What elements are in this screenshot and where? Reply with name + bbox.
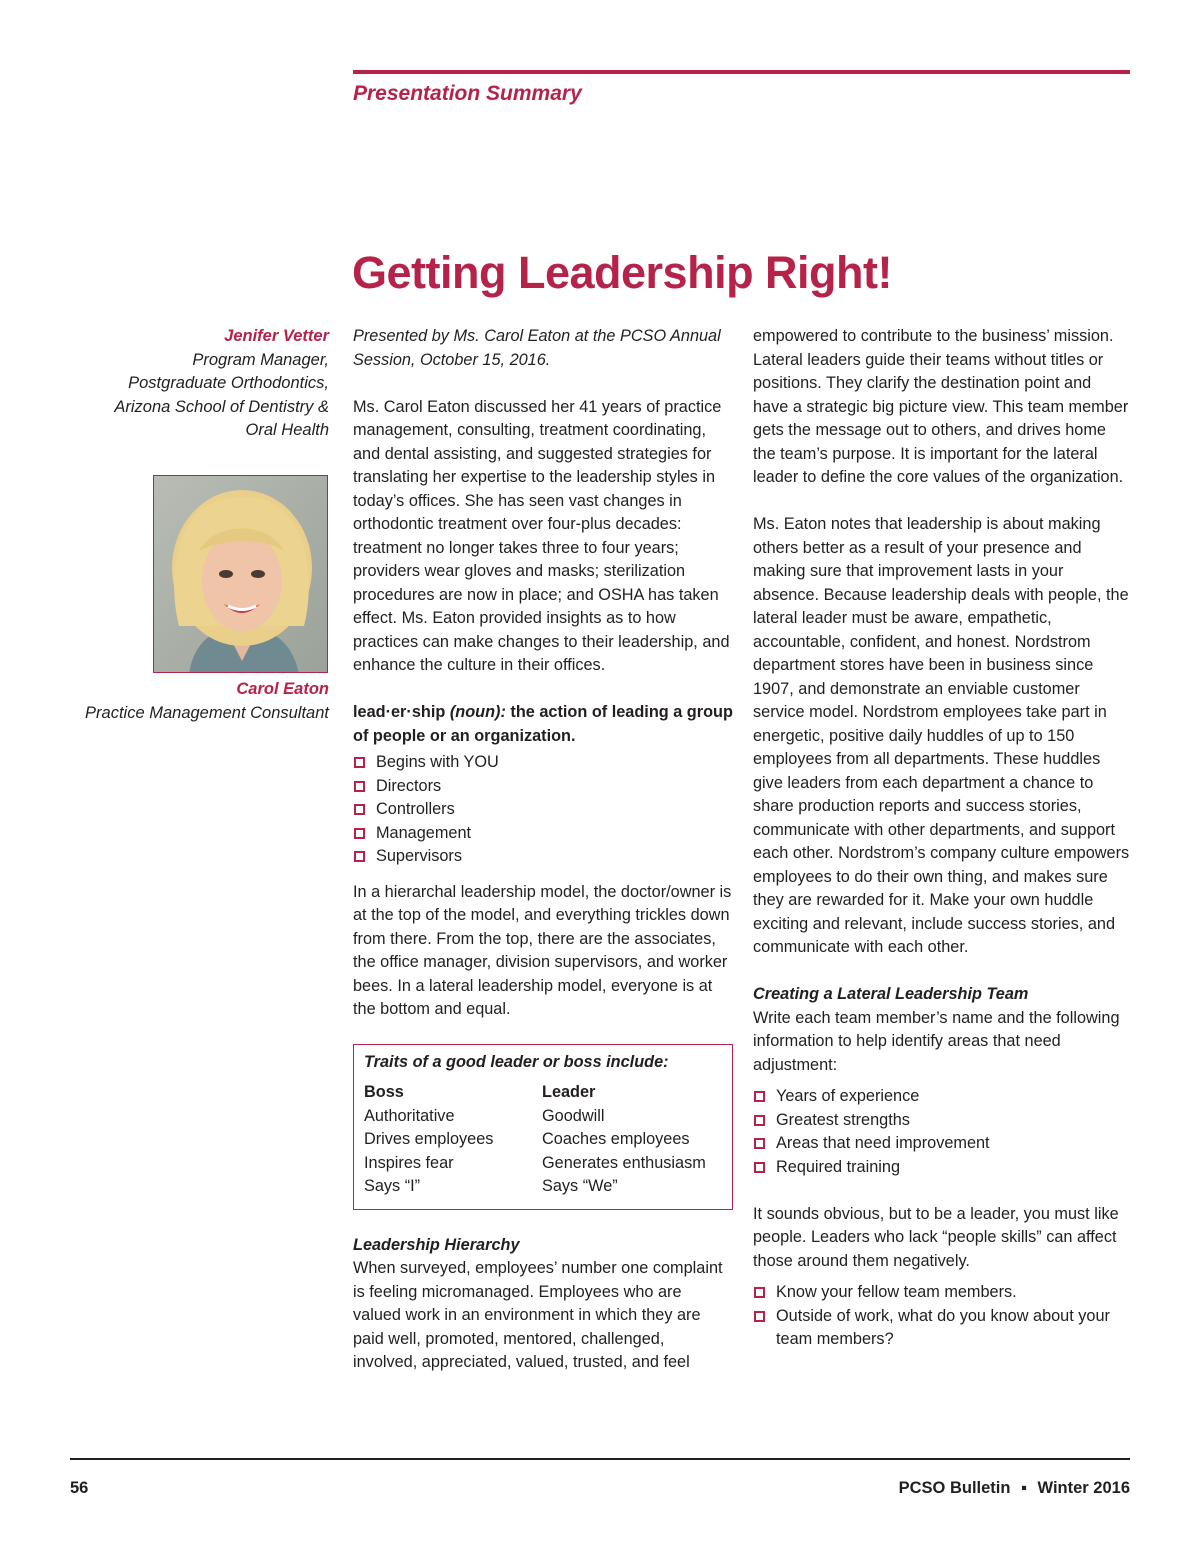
author-role-line: Program Manager, <box>192 350 329 369</box>
checkbox-icon <box>754 1138 765 1149</box>
list-item: Supervisors <box>353 845 733 869</box>
hierarchy-paragraph: In a hierarchal leadership model, the doctor/owner is at the top of the model, and everything trickles down from there. From the top, there are the associates, the office manager, division supervisors, and worker bees. In a lateral leadership model, everyone is at the bottom and equal. <box>353 882 732 1018</box>
continued-paragraph: empowered to contribute to the business’ mission. Lateral leaders guide their teams without titles or positions. They clarify the destination point and have a strategic big picture view. This team member gets the message out to others, and drives home the team’s purpose. It is important for the lateral leader to define the core values of the organization. <box>753 327 1129 486</box>
traits-table <box>364 1081 722 1199</box>
publication-name: PCSO Bulletin <box>898 1479 1011 1497</box>
checkbox-icon <box>754 1287 765 1298</box>
article-column-1 <box>353 325 733 1375</box>
team-heading: Creating a Lateral Leadership Team <box>753 985 1029 1003</box>
separator-icon: ▪ <box>1021 1479 1027 1497</box>
list-item: Areas that need improvement <box>753 1132 1131 1156</box>
author-role-line: Postgraduate Orthodontics, <box>128 374 329 392</box>
boss-trait: Drives employees <box>364 1130 494 1148</box>
list-item: Greatest strengths <box>753 1109 1131 1133</box>
traits-heading: Traits of a good leader or boss include: <box>364 1052 669 1071</box>
leader-column <box>542 1081 720 1199</box>
list-item: Controllers <box>353 798 733 822</box>
checkbox-icon <box>754 1311 765 1322</box>
footer-rule <box>70 1458 1130 1460</box>
list-item: Know your fellow team members. <box>753 1281 1131 1305</box>
hierarchy-heading: Leadership Hierarchy <box>353 1235 520 1254</box>
people-paragraph: It sounds obvious, but to be a leader, you must like people. Leaders who lack “people skills” can affect those around them negatively. <box>753 1204 1119 1270</box>
author-role-line: Arizona School of Dentistry & <box>114 397 329 416</box>
presented-by: Presented by Ms. Carol Eaton at the PCSO Annual Session, October 15, 2016. <box>353 327 721 369</box>
list-item: Outside of work, what do you know about your team members? <box>753 1305 1131 1352</box>
article-title: Getting Leadership Right! <box>352 247 893 298</box>
footer-publication <box>899 1479 1130 1498</box>
article-column-2 <box>753 325 1131 1352</box>
checkbox-icon <box>354 781 365 792</box>
list-item: Management <box>353 822 733 846</box>
leader-trait: Coaches employees <box>542 1130 690 1148</box>
boss-trait: Authoritative <box>364 1106 455 1125</box>
boss-header: Boss <box>364 1083 404 1101</box>
definition <box>353 701 733 748</box>
presenter-photo <box>153 475 328 673</box>
leader-trait: Generates enthusiasm <box>542 1153 706 1172</box>
team-list <box>753 1085 1131 1179</box>
boss-column <box>364 1081 542 1199</box>
list-item: Begins with YOU <box>353 751 733 775</box>
issue-date: Winter 2016 <box>1037 1479 1130 1497</box>
section-label: Presentation Summary <box>353 82 582 105</box>
definition-text: the action of leading a group of people or an organization. <box>353 703 733 745</box>
author-role-line: Oral Health <box>245 421 329 439</box>
list-item: Required training <box>753 1156 1131 1180</box>
checkbox-icon <box>754 1091 765 1102</box>
checkbox-icon <box>354 851 365 862</box>
people-list <box>753 1281 1131 1352</box>
definition-list <box>353 751 733 869</box>
author-byline <box>114 325 329 443</box>
leader-trait: Says “We” <box>542 1177 618 1195</box>
leader-header: Leader <box>542 1083 596 1101</box>
checkbox-icon <box>754 1162 765 1173</box>
checkbox-icon <box>354 757 365 768</box>
team-paragraph: Write each team member’s name and the following information to help identify areas that need adjustment: <box>753 1008 1120 1074</box>
boss-trait: Says “I” <box>364 1177 421 1195</box>
traits-box <box>353 1044 733 1210</box>
definition-pos: (noun): <box>449 703 506 721</box>
checkbox-icon <box>354 804 365 815</box>
intro-paragraph: Ms. Carol Eaton discussed her 41 years of practice management, consulting, treatment coordinating, and dental assisting, and suggested strategies for translating her expertise to the leadership styles in today’s offices. She has seen vast changes in orthodontic treatment over four-plus decades: treatment no longer takes three to four years; providers wear gloves and masks; sterilization procedures are now in place; and OSHA has taken effect. Ms. Eaton provided insights as to how practices can make changes to their leadership, and enhance the culture in their offices. <box>353 397 730 674</box>
nordstrom-paragraph: Ms. Eaton notes that leadership is about making others better as a result of your presence and making sure that improvement lasts in your absence. Because leadership deals with people, the lateral leader must be aware, empathetic, accountable, confident, and honest. Nordstrom department stores have been in business since 1907, and demonstrate an enviable customer service model. Nordstrom employees take part in energetic, positive daily huddles of up to 150 employees from all departments. These huddles give leaders from each department a chance to share production reports and success stories, communicate with other departments, and support each other. Nordstrom’s company culture empowers employees to do their own thing, and makes sure they are rewarded for it. Make your own huddle exciting and relevant, include success stories, and communicate with each other. <box>753 515 1130 956</box>
presenter-role: Practice Management Consultant <box>85 703 329 722</box>
list-item: Years of experience <box>753 1085 1131 1109</box>
author-name: Jenifer Vetter <box>224 327 329 345</box>
boss-trait: Inspires fear <box>364 1153 454 1172</box>
presenter-name: Carol Eaton <box>236 680 329 698</box>
header-rule <box>353 70 1130 74</box>
list-item: Directors <box>353 775 733 799</box>
page-number: 56 <box>70 1479 89 1497</box>
presenter-caption <box>85 678 329 725</box>
hierarchy-text: When surveyed, employees’ number one complaint is feeling micromanaged. Employees who are valued work in an environment in which they are paid well, promoted, mentored, challenged, involved, appreciated, valued, trusted, and feel <box>353 1259 723 1371</box>
definition-term: lead·er·ship <box>353 703 446 721</box>
checkbox-icon <box>754 1115 765 1126</box>
leader-trait: Goodwill <box>542 1106 605 1125</box>
checkbox-icon <box>354 828 365 839</box>
